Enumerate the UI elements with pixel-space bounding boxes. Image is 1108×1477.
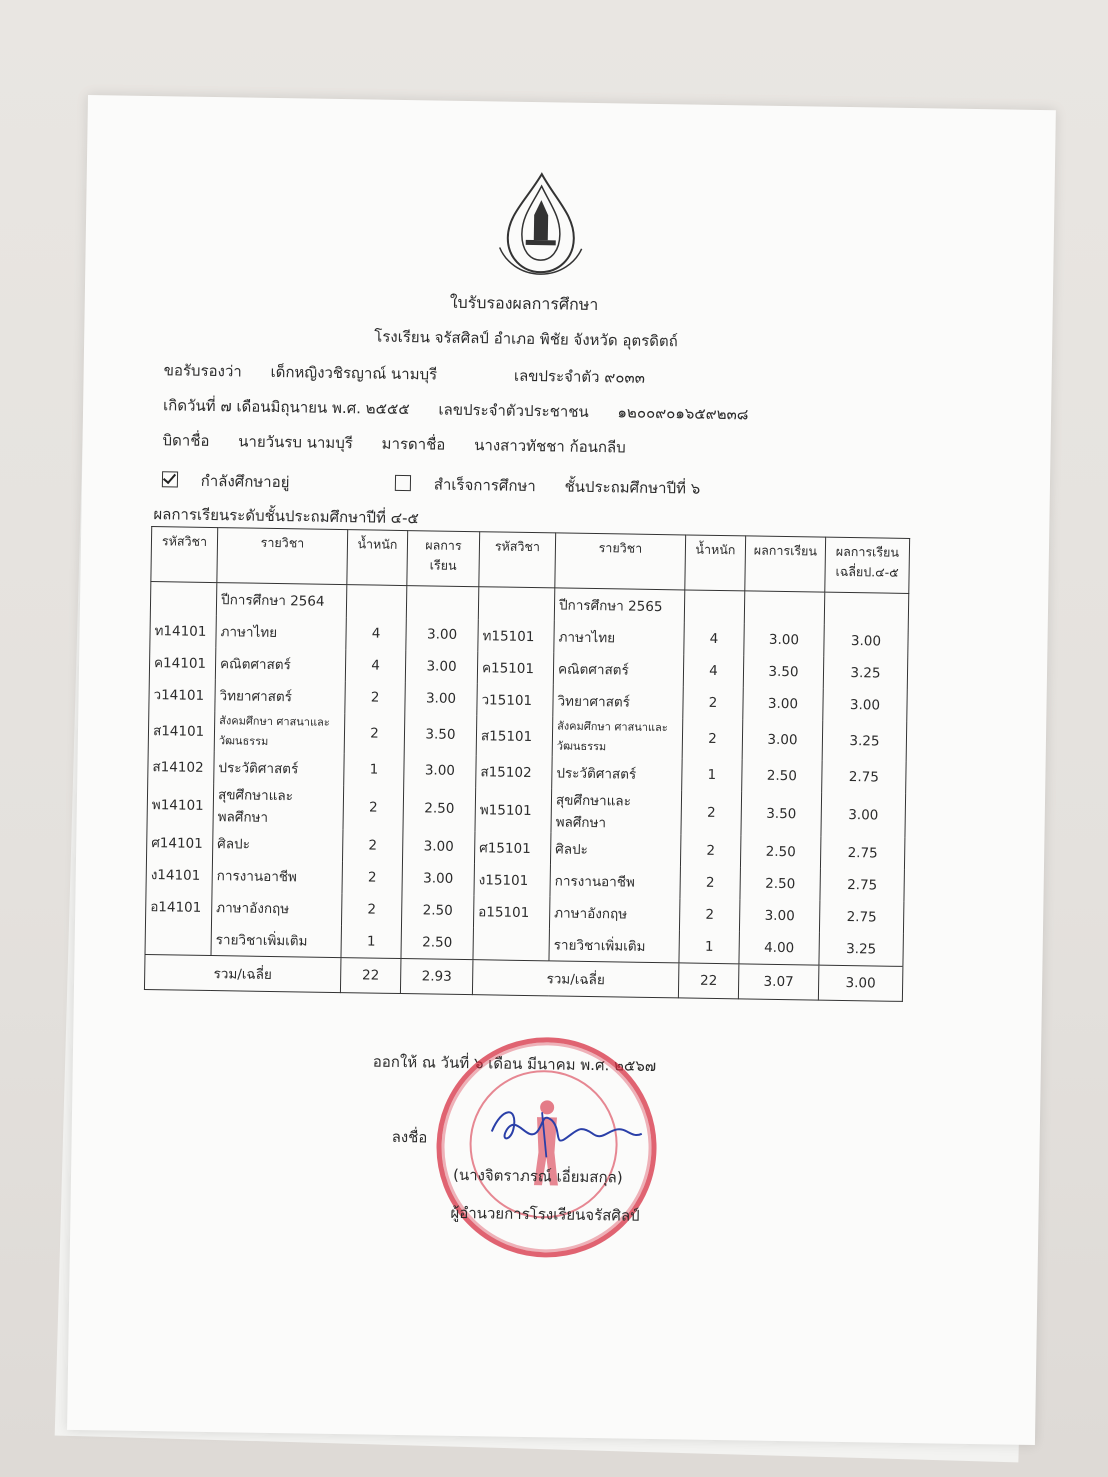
average-cell: 3.25 bbox=[823, 657, 907, 690]
course-code-cell: ท15101 bbox=[478, 619, 554, 652]
header-cell: รายวิชา bbox=[217, 528, 348, 585]
course-code-cell: ส14101 bbox=[148, 710, 215, 751]
header-cell: ผลการเรียน bbox=[407, 531, 480, 587]
subject-cell: การงานอาชีพ bbox=[550, 864, 680, 898]
subject-cell: ประวัติศาสตร์ bbox=[214, 751, 344, 785]
graduated-checkbox[interactable] bbox=[395, 475, 411, 491]
weight-cell: 2 bbox=[679, 898, 739, 931]
weight-cell: 2 bbox=[680, 834, 740, 867]
subject-cell: ศิลปะ bbox=[550, 832, 680, 866]
graduated-label: สำเร็จการศึกษา bbox=[433, 475, 536, 496]
header-cell: ผลการเรียน bbox=[745, 536, 826, 592]
average-cell: 2.75 bbox=[819, 901, 903, 934]
parents-line bbox=[162, 428, 626, 459]
student-id-label: เลขประจำตัว bbox=[513, 366, 600, 387]
weight-cell: 2 bbox=[682, 718, 743, 759]
subject-cell: การงานอาชีพ bbox=[212, 859, 342, 893]
grade-cell: 3.00 bbox=[743, 687, 823, 720]
course-code-cell: อ15101 bbox=[473, 895, 549, 928]
studying-label: กำลังศึกษาอยู่ bbox=[200, 471, 290, 492]
course-code-cell: ส14102 bbox=[148, 750, 214, 783]
grade-cell: 3.50 bbox=[741, 791, 822, 836]
subject-cell: ภาษาอังกฤษ bbox=[549, 896, 679, 930]
course-code-cell bbox=[145, 922, 212, 956]
course-code-cell: ศ14101 bbox=[147, 826, 213, 859]
grade-level: ชั้นประถมศึกษาปีที่ ๖ bbox=[564, 477, 701, 498]
subject-cell: วิทยาศาสตร์ bbox=[553, 684, 683, 718]
studying-checkbox[interactable] bbox=[162, 471, 178, 487]
subject-cell: ศิลปะ bbox=[213, 827, 343, 861]
grade-cell: 2.50 bbox=[403, 786, 476, 831]
course-code-cell: พ15101 bbox=[475, 787, 552, 832]
results-heading: ผลการเรียนระดับชั้นประถมศึกษาปีที่ ๔-๕ bbox=[153, 505, 419, 528]
total1-grade: 2.93 bbox=[400, 959, 473, 995]
header-cell: รหัสวิชา bbox=[479, 532, 556, 588]
header-cell: รหัสวิชา bbox=[151, 527, 218, 583]
grade-cell: 3.00 bbox=[406, 618, 478, 651]
course-code-cell: อ14101 bbox=[146, 890, 212, 923]
course-code-cell: ว14101 bbox=[149, 678, 215, 711]
weight-cell: 2 bbox=[344, 713, 405, 754]
course-code-cell: ท14101 bbox=[150, 614, 216, 647]
grade-cell: 3.00 bbox=[739, 899, 819, 932]
weight-cell: 4 bbox=[346, 617, 406, 650]
birth-date: เกิดวันที่ ๗ เดือนมิถุนายน พ.ศ. ๒๕๕๕ bbox=[162, 396, 410, 419]
weight-cell: 2 bbox=[683, 686, 743, 719]
average-cell: 3.00 bbox=[821, 793, 906, 838]
mother-name: นางสาวทัชชา ก้อนกลีบ bbox=[474, 436, 626, 457]
course-code-cell: พ14101 bbox=[147, 782, 214, 827]
grade-cell: 3.00 bbox=[405, 650, 477, 683]
total-label-2: รวม/เฉลี่ย bbox=[472, 960, 679, 998]
total2-grade: 3.07 bbox=[738, 964, 819, 1000]
average-cell: 3.25 bbox=[819, 933, 904, 967]
father-name: นายวันรบ นามบุรี bbox=[238, 432, 354, 453]
status-line bbox=[162, 468, 701, 500]
grade-cell: 3.00 bbox=[402, 830, 474, 863]
subject-cell: ภาษาไทย bbox=[216, 615, 346, 649]
issued-date: ออกให้ ณ วันที่ ๖ เดือน มีนาคม พ.ศ. ๒๕๖๗ bbox=[372, 1052, 657, 1076]
grade-cell: 2.50 bbox=[742, 759, 822, 792]
grade-cell: 2.50 bbox=[401, 926, 474, 960]
subject-cell: วิทยาศาสตร์ bbox=[215, 679, 345, 713]
student-id: ๙๐๓๓ bbox=[604, 368, 646, 387]
subject-cell: สังคมศึกษา ศาสนาและวัฒนธรรม bbox=[552, 716, 683, 758]
school-line: โรงเรียน จรัสศิลป์ อำเภอ พิชัย จังหวัด อุตรดิตถ์ bbox=[374, 327, 678, 351]
average-cell: 3.00 bbox=[823, 689, 907, 722]
weight-cell: 2 bbox=[342, 861, 402, 894]
weight-cell: 4 bbox=[684, 622, 744, 655]
subject-cell: ภาษาไทย bbox=[554, 620, 684, 654]
student-name: เด็กหญิงวชิรญาณ์ นามบุรี bbox=[270, 362, 438, 384]
weight-cell: 2 bbox=[341, 893, 401, 926]
course-code-cell: ส15102 bbox=[476, 755, 552, 788]
course-code-cell: ว15101 bbox=[477, 683, 553, 716]
grade-cell: 2.50 bbox=[740, 867, 820, 900]
subject-cell: ภาษาอังกฤษ bbox=[212, 891, 342, 925]
subject-cell: สุขศึกษาและพลศึกษา bbox=[551, 788, 682, 834]
grade-cell: 3.00 bbox=[744, 623, 824, 656]
citizen-id: ๑๒๐๐๙๐๑๖๕๙๒๓๘ bbox=[617, 403, 749, 424]
course-code-cell: ศ15101 bbox=[474, 831, 550, 864]
subject-cell: สุขศึกษาและพลศึกษา bbox=[213, 783, 344, 829]
birth-line bbox=[163, 393, 749, 426]
subject-cell: คณิตศาสตร์ bbox=[553, 652, 683, 686]
total1-weight: 22 bbox=[340, 958, 401, 994]
header-cell: น้ำหนัก bbox=[347, 530, 408, 586]
course-code-cell: ค14101 bbox=[149, 646, 215, 679]
header-cell: รายวิชา bbox=[555, 533, 686, 590]
header-cell: น้ำหนัก bbox=[685, 535, 746, 591]
signer-name: (นางจิตราภรณ์ เอี่ยมสกุล) bbox=[452, 1165, 623, 1187]
subject-cell: รายวิชาเพิ่มเติม bbox=[211, 923, 341, 958]
weight-cell: 2 bbox=[680, 866, 740, 899]
signature-icon bbox=[481, 1101, 652, 1164]
sign-label: ลงชื่อ bbox=[391, 1127, 428, 1147]
year1-label: ปีการศึกษา 2564 bbox=[216, 583, 346, 618]
weight-cell: 4 bbox=[345, 649, 405, 682]
weight-cell: 1 bbox=[679, 930, 740, 963]
course-code-cell: ง14101 bbox=[146, 858, 212, 891]
grade-cell: 3.00 bbox=[404, 754, 476, 787]
student-line bbox=[163, 358, 645, 390]
course-code-cell: ง15101 bbox=[474, 863, 550, 896]
grades-table bbox=[144, 526, 910, 1002]
grade-cell: 3.00 bbox=[742, 719, 823, 760]
school-emblem-icon bbox=[485, 169, 597, 281]
weight-cell: 1 bbox=[682, 758, 742, 791]
average-cell: 2.75 bbox=[820, 869, 904, 902]
weight-cell: 2 bbox=[343, 785, 404, 830]
weight-cell: 1 bbox=[344, 753, 404, 786]
subject-cell: สังคมศึกษา ศาสนาและวัฒนธรรม bbox=[214, 711, 345, 753]
grade-cell: 3.00 bbox=[405, 682, 477, 715]
year2-label: ปีการศึกษา 2565 bbox=[554, 588, 684, 623]
average-cell: 3.25 bbox=[822, 721, 907, 762]
subject-cell: ประวัติศาสตร์ bbox=[552, 756, 682, 790]
total2-weight: 22 bbox=[678, 963, 739, 999]
subject-cell: รายวิชาเพิ่มเติม bbox=[549, 928, 679, 963]
weight-cell: 2 bbox=[681, 790, 742, 835]
average-cell: 2.75 bbox=[820, 837, 904, 870]
grade-cell: 2.50 bbox=[401, 894, 473, 927]
mother-label: มารดาชื่อ bbox=[381, 434, 446, 454]
average-cell: 3.00 bbox=[824, 625, 908, 658]
weight-cell: 4 bbox=[683, 654, 743, 687]
course-code-cell bbox=[473, 927, 550, 961]
citizen-id-label: เลขประจำตัวประชาชน bbox=[438, 400, 589, 421]
grade-cell: 3.50 bbox=[404, 714, 477, 755]
grade-cell: 3.50 bbox=[743, 655, 823, 688]
weight-cell: 2 bbox=[342, 829, 402, 862]
subject-cell: คณิตศาสตร์ bbox=[215, 647, 345, 681]
grade-cell: 4.00 bbox=[739, 931, 820, 965]
signer-position: ผู้อำนวยการโรงเรียนจรัสศิลป์ bbox=[450, 1203, 640, 1225]
weight-cell: 1 bbox=[341, 925, 402, 958]
course-code-cell: ส15101 bbox=[476, 715, 553, 756]
father-label: บิดาชื่อ bbox=[162, 431, 210, 450]
document-title: ใบรับรองผลการศึกษา bbox=[449, 292, 599, 315]
certify-label: ขอรับรองว่า bbox=[163, 361, 242, 381]
average-cell: 2.75 bbox=[822, 761, 906, 794]
header-cell: ผลการเรียน เฉลี่ยป.๔-๕ bbox=[825, 537, 910, 593]
total-label-1: รวม/เฉลี่ย bbox=[144, 955, 341, 993]
grade-cell: 3.00 bbox=[402, 862, 474, 895]
course-code-cell: ค15101 bbox=[477, 651, 553, 684]
certificate-paper bbox=[67, 95, 1056, 1445]
total-average: 3.00 bbox=[818, 965, 903, 1001]
grade-cell: 2.50 bbox=[740, 835, 820, 868]
weight-cell: 2 bbox=[345, 681, 405, 714]
